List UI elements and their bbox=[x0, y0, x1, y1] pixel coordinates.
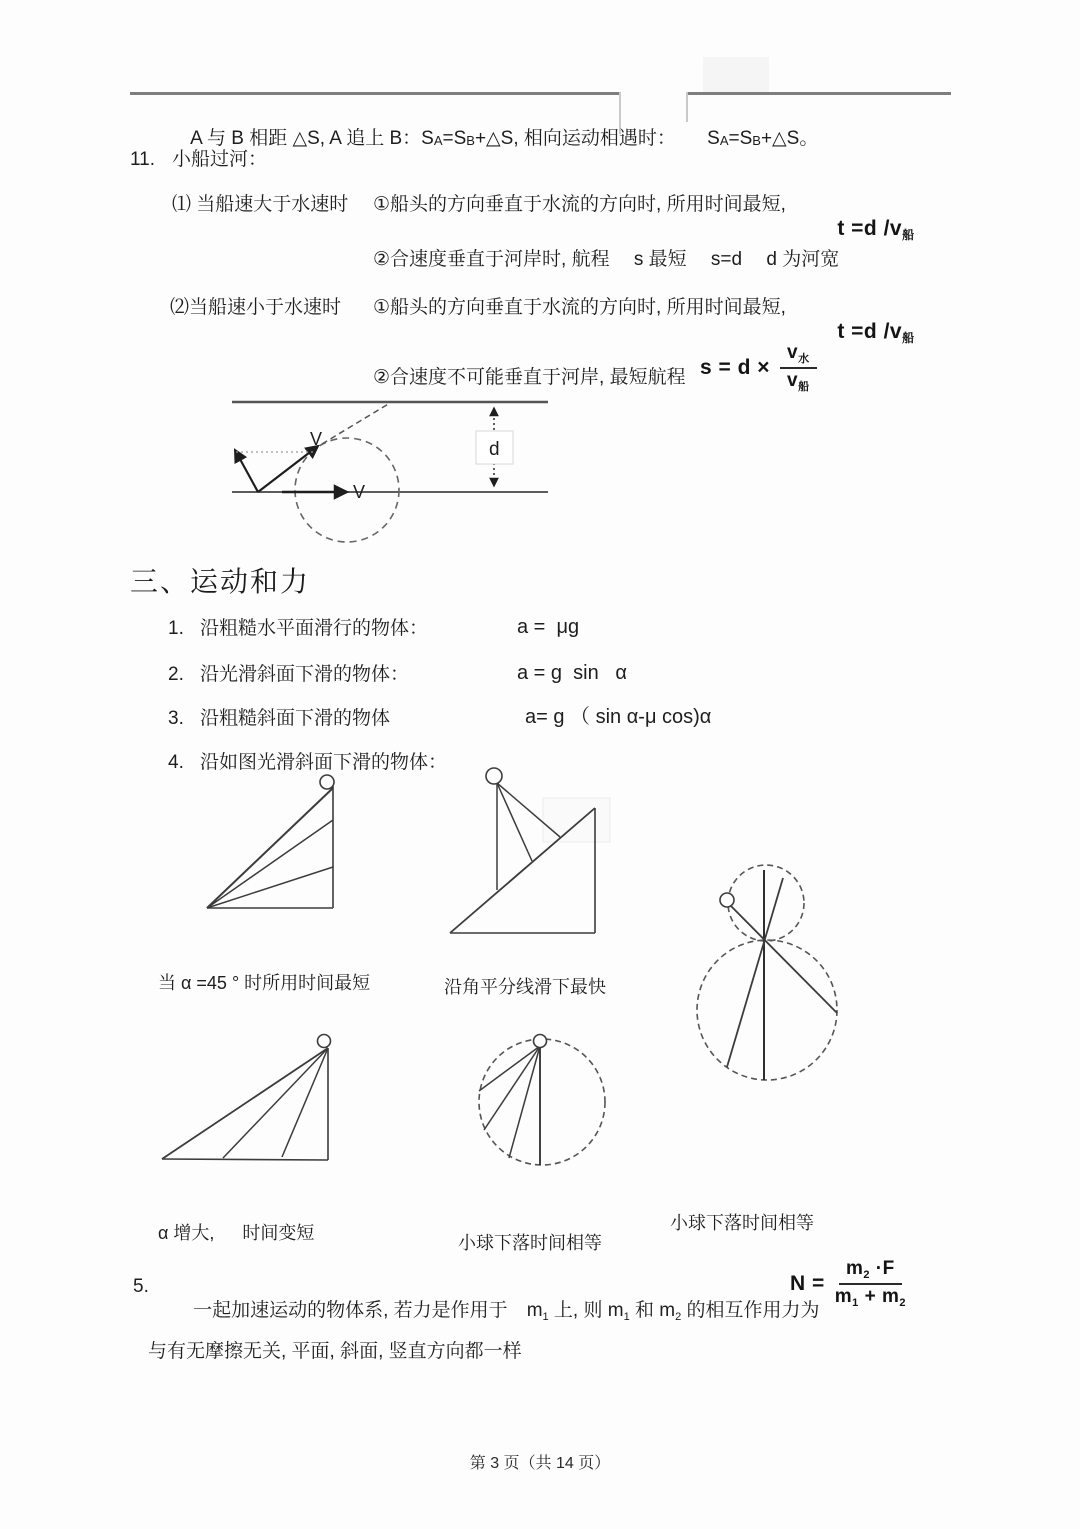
t-formula-main: t =d /v bbox=[837, 217, 903, 241]
case2-point2: ②合速度不可能垂直于河岸, 最短航程 bbox=[373, 367, 686, 388]
n-formula-lead: N = bbox=[790, 1271, 825, 1295]
item1-text: 沿粗糙水平面滑行的物体： bbox=[200, 618, 429, 639]
m1b-symbol: m bbox=[607, 1299, 624, 1321]
upper-dashed-circle bbox=[728, 865, 804, 941]
m2-sub: 2 bbox=[675, 1310, 682, 1323]
m1b-sub: 1 bbox=[623, 1310, 630, 1323]
sub-water: 水 bbox=[798, 353, 810, 365]
item4-number: 4. bbox=[168, 752, 184, 773]
n-formula-fraction bbox=[835, 1258, 906, 1309]
caption-equal-time-mid: 小球下落时间相等 bbox=[458, 1233, 602, 1253]
chord-line bbox=[484, 1046, 540, 1130]
pursuit-text-3: +△S, 相向运动相遇时： bbox=[474, 127, 676, 149]
case2-t-formula bbox=[812, 293, 915, 373]
path-dashed-line bbox=[322, 403, 390, 444]
incline-bisector-diagram bbox=[440, 765, 620, 945]
fan-from-top-diagram bbox=[150, 1030, 340, 1170]
pursuit-end: +△S。 bbox=[760, 127, 819, 149]
d-label: d bbox=[489, 439, 500, 460]
section3-heading: 三、运动和力 bbox=[130, 566, 311, 597]
case2-label: ⑵当船速小于水速时 bbox=[170, 297, 342, 318]
velocity-dashed-circle bbox=[295, 438, 399, 542]
t-formula-sub: 船 bbox=[902, 228, 915, 243]
m1-sub: 1 bbox=[542, 1310, 549, 1323]
base-line bbox=[162, 1159, 328, 1160]
ball-icon bbox=[486, 768, 502, 784]
item5-text bbox=[172, 1275, 820, 1348]
n-formula bbox=[790, 1258, 906, 1309]
item11-number: 11. bbox=[130, 149, 156, 170]
boat-velocity-arrow bbox=[258, 446, 318, 492]
river-crossing-diagram bbox=[225, 395, 565, 570]
s-formula-lead: s = d × bbox=[700, 355, 771, 379]
item2-formula: a = g sin α bbox=[517, 662, 627, 684]
item5-part1: 一起加速运动的物体系, 若力是作用于 bbox=[193, 1299, 527, 1321]
pursuit-s: S bbox=[707, 127, 720, 149]
boat-velocity-label: V bbox=[310, 429, 323, 449]
item11-title: 小船过河： bbox=[172, 149, 268, 170]
chord-line bbox=[207, 867, 333, 908]
n-fraction-denominator: $m_1 + m_2$ bbox=[834, 1285, 906, 1309]
item1-number: 1. bbox=[168, 618, 184, 639]
header-rule-right bbox=[686, 92, 951, 95]
resultant-velocity-arrow bbox=[235, 450, 258, 492]
page-footer: 第 3 页（共 14 页） bbox=[469, 1455, 611, 1472]
header-highlight-box bbox=[703, 57, 769, 94]
chord-line bbox=[727, 878, 783, 1067]
pursuit-text-1: A 与 B 相距 △S, A 追上 B：S bbox=[190, 127, 434, 149]
caption-alpha-increase: α 增大, 时间变短 bbox=[158, 1223, 315, 1243]
t-formula-main: t =d /v bbox=[837, 320, 903, 344]
pursuit-formula-2 bbox=[686, 103, 818, 174]
item5-part4: 的相互作用力为 bbox=[681, 1299, 820, 1321]
item3-text: 沿粗糙斜面下滑的物体 bbox=[200, 708, 391, 729]
chord-line bbox=[497, 783, 532, 861]
item1-formula: a = μg bbox=[517, 616, 580, 638]
case1-label: ⑴ 当船速大于水速时 bbox=[172, 194, 349, 215]
sub-b2: B bbox=[752, 132, 761, 148]
case1-point2: ②合速度垂直于河岸时, 航程 s 最短 s=d d 为河宽 bbox=[373, 249, 840, 270]
item2-text: 沿光滑斜面下滑的物体： bbox=[200, 664, 410, 685]
item2-number: 2. bbox=[168, 664, 184, 685]
lower-dashed-circle bbox=[697, 940, 837, 1080]
item5-number: 5. bbox=[133, 1276, 149, 1297]
chord-line bbox=[223, 1048, 328, 1158]
header-rule-left bbox=[130, 92, 619, 95]
hypotenuse-line bbox=[162, 1048, 328, 1159]
ball-icon bbox=[534, 1035, 547, 1048]
t-formula-sub: 船 bbox=[902, 331, 915, 346]
incline-fan-diagram-45deg bbox=[195, 772, 345, 917]
ball-icon bbox=[320, 775, 334, 789]
item5-part3: 和 bbox=[629, 1299, 660, 1321]
caption-equal-time-right: 小球下落时间相等 bbox=[670, 1213, 814, 1233]
n-fraction-numerator: $m_2 \cdot F$ bbox=[839, 1258, 902, 1285]
water-velocity-label: V bbox=[353, 482, 366, 502]
s-formula bbox=[700, 342, 817, 393]
ball-icon bbox=[318, 1035, 331, 1048]
sub-a2: A bbox=[719, 132, 729, 148]
item3-number: 3. bbox=[168, 708, 184, 729]
caption-bisector: 沿角平分线滑下最快 bbox=[444, 977, 606, 997]
pursuit-eq: =S bbox=[728, 127, 753, 149]
s-fraction-denominator: $v_船$ bbox=[787, 369, 810, 393]
m2-symbol: m bbox=[659, 1299, 676, 1321]
chord-line bbox=[509, 1046, 540, 1158]
sub-b: B bbox=[466, 132, 475, 148]
s-fraction-numerator: $v_水$ bbox=[780, 342, 817, 369]
sub-boat: 船 bbox=[798, 380, 810, 393]
chord-line bbox=[727, 902, 837, 1013]
case2-point1: ①船头的方向垂直于水流的方向时, 所用时间最短, bbox=[373, 297, 786, 318]
dashed-circle bbox=[479, 1039, 605, 1165]
item5-part2: 上, 则 bbox=[548, 1299, 608, 1321]
double-circle-drop-diagram bbox=[680, 860, 860, 1090]
s-formula-fraction bbox=[780, 342, 817, 393]
ball-icon bbox=[720, 893, 734, 907]
pursuit-text-2: =S bbox=[442, 127, 467, 149]
caption-45deg: 当 α =45 ° 时所用时间最短 bbox=[158, 973, 371, 993]
m1-symbol: m bbox=[526, 1299, 543, 1321]
circle-chords-diagram bbox=[460, 1030, 630, 1180]
item3-formula: a= g （ sin α-μ cos)α bbox=[525, 706, 712, 728]
faint-artifact-box bbox=[543, 798, 610, 842]
case1-point1: ①船头的方向垂直于水流的方向时, 所用时间最短, bbox=[373, 194, 786, 215]
hypotenuse-line bbox=[207, 788, 333, 908]
item4-text: 沿如图光滑斜面下滑的物体： bbox=[200, 752, 448, 773]
sub-a: A bbox=[433, 132, 443, 148]
friction-note: 与有无摩擦无关, 平面, 斜面, 竖直方向都一样 bbox=[148, 1341, 522, 1362]
chord-line bbox=[207, 820, 333, 908]
hypotenuse-line bbox=[450, 808, 595, 933]
